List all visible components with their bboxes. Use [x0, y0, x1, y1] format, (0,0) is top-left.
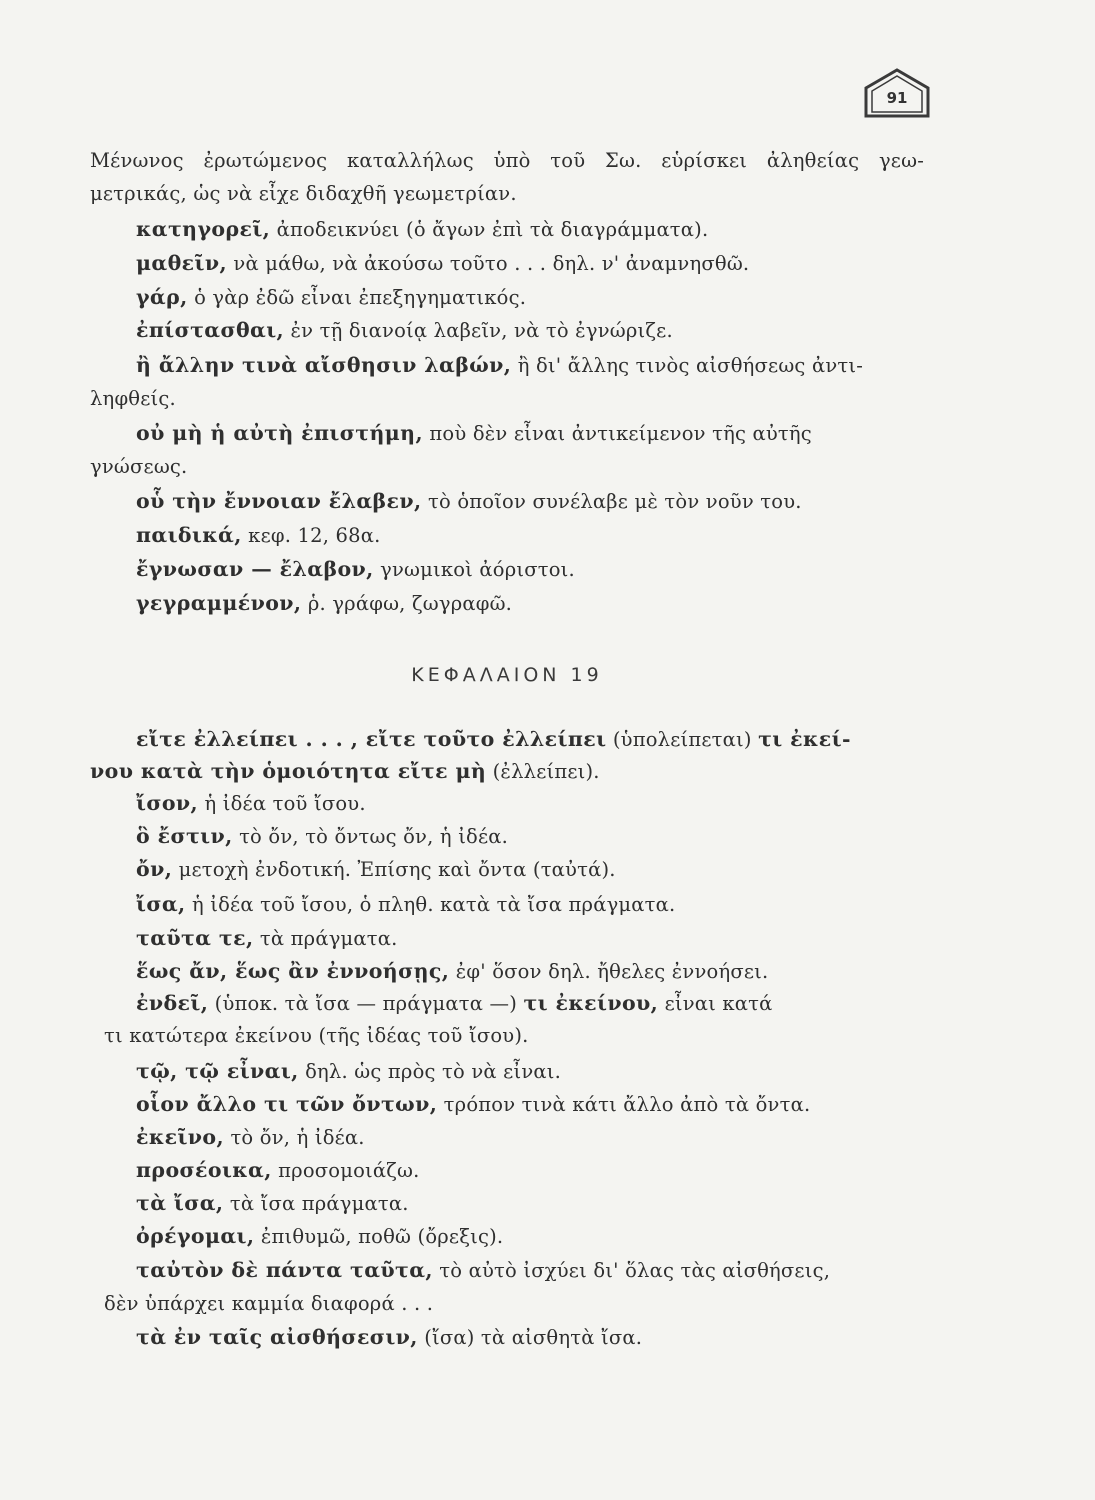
gloss-term: ἴσον,	[136, 791, 199, 815]
gloss-entry: ὄν, μετοχὴ ἐνδοτική. Ἐπίσης καὶ ὄντα (ταὐτά).	[136, 857, 616, 881]
gloss-entry: νου κατὰ τὴν ὁμοιότητα εἴτε μὴ (ἐλλείπει).	[90, 759, 600, 783]
gloss-term: προσέοικα,	[136, 1158, 272, 1182]
gloss-term: ἐπίστασθαι,	[136, 318, 285, 342]
gloss-entry: ἐκεῖνο, τὸ ὄν, ἡ ἰδέα.	[136, 1125, 365, 1149]
gloss-term: τὰ ἐν ταῖς αἰσθήσεσιν,	[136, 1325, 418, 1349]
gloss-entry: εἴτε ἐλλείπει . . . , εἴτε τοῦτο ἐλλείπει (ὑπολείπεται) τι ἐκεί-	[136, 727, 851, 751]
gloss-entry: τῷ, τῷ εἶναι, δηλ. ὡς πρὸς τὸ νὰ εἶναι.	[136, 1059, 561, 1083]
gloss-entry: ταὐτὸν δὲ πάντα ταῦτα, τὸ αὐτὸ ἰσχύει δι' ὅλας τὰς αἰσθήσεις,	[136, 1258, 831, 1282]
gloss-entry: μαθεῖν, νὰ μάθω, νὰ ἀκούσω τοῦτο . . . δηλ. ν' ἀναμνησθῶ.	[136, 251, 750, 275]
gloss-term: ἐνδεῖ,	[136, 991, 209, 1015]
gloss-entry: ἐπίστασθαι, ἐν τῇ διανοίᾳ λαβεῖν, νὰ τὸ ἐγνώριζε.	[136, 318, 673, 342]
gloss-line: μετρικάς, ὡς νὰ εἶχε διδαχθῆ γεωμετρίαν.	[90, 182, 517, 205]
page-number: 91	[886, 89, 908, 107]
gloss-entry: οἷον ἄλλο τι τῶν ὄντων, τρόπον τινὰ κάτι ἄλλο ἀπὸ τὰ ὄντα.	[136, 1092, 811, 1116]
gloss-term: οὗ τὴν ἔννοιαν ἔλαβεν,	[136, 489, 422, 513]
gloss-term: οἷον ἄλλο τι τῶν ὄντων,	[136, 1092, 438, 1116]
gloss-term: τὰ ἴσα,	[136, 1191, 224, 1215]
page-number-badge	[862, 66, 932, 118]
gloss-entry: κατηγορεῖ, ἀποδεικνύει (ὁ ἄγων ἐπὶ τὰ διαγράμματα).	[136, 217, 709, 241]
gloss-entry: τὰ ἴσα, τὰ ἴσα πράγματα.	[136, 1191, 409, 1215]
gloss-line: Μένωνος ἐρωτώμενος καταλλήλως ὑπὸ τοῦ Σω. εὑρίσκει ἀληθείας γεω-	[90, 149, 924, 172]
gloss-line: γνώσεως.	[90, 455, 188, 478]
gloss-line: τι κατώτερα ἐκείνου (τῆς ἰδέας τοῦ ἴσου).	[104, 1024, 529, 1047]
gloss-entry: ἔγνωσαν — ἔλαβον, γνωμικοὶ ἀόριστοι.	[136, 557, 575, 581]
gloss-line: δὲν ὑπάρχει καμμία διαφορά . . .	[104, 1292, 434, 1315]
gloss-term: παιδικά,	[136, 523, 242, 547]
gloss-term: τῷ, τῷ εἶναι,	[136, 1059, 299, 1083]
gloss-entry: οὐ μὴ ἡ αὐτὴ ἐπιστήμη, ποὺ δὲν εἶναι ἀντικείμενον τῆς αὐτῆς	[136, 421, 812, 445]
gloss-term: ὄν,	[136, 857, 173, 881]
gloss-term: οὐ μὴ ἡ αὐτὴ ἐπιστήμη,	[136, 421, 424, 445]
gloss-entry: ὀρέγομαι, ἐπιθυμῶ, ποθῶ (ὄρεξις).	[136, 1224, 504, 1248]
gloss-term: εἴτε ἐλλείπει . . . , εἴτε τοῦτο ἐλλείπει	[136, 727, 607, 751]
gloss-entry: ἕως ἄν, ἕως ἂν ἐννοήσῃς, ἐφ' ὅσον δηλ. ἤθελες ἐννοήσει.	[136, 959, 769, 983]
gloss-term: ἢ ἄλλην τινὰ αἴσθησιν λαβών,	[136, 353, 512, 377]
gloss-term: ταῦτα τε,	[136, 926, 254, 950]
gloss-entry: ἴσα, ἡ ἰδέα τοῦ ἴσου, ὁ πληθ. κατὰ τὰ ἴσα πράγματα.	[136, 892, 676, 916]
gloss-term: μαθεῖν,	[136, 251, 227, 275]
gloss-entry: ἐνδεῖ, (ὑποκ. τὰ ἴσα — πράγματα —) τι ἐκείνου, εἶναι κατά	[136, 991, 773, 1015]
gloss-term: ὃ ἔστιν,	[136, 824, 233, 848]
chapter-heading: ΚΕΦΑΛΑΙΟΝ 19	[411, 664, 603, 686]
gloss-term: νου κατὰ τὴν ὁμοιότητα εἴτε μὴ	[90, 759, 487, 783]
gloss-entry: παιδικά, κεφ. 12, 68α.	[136, 523, 381, 547]
gloss-term: ταὐτὸν δὲ πάντα ταῦτα,	[136, 1258, 433, 1282]
gloss-entry: γάρ, ὁ γὰρ ἐδῶ εἶναι ἐπεξηγηματικός.	[136, 285, 527, 309]
gloss-line: ληφθείς.	[90, 387, 176, 410]
gloss-term: τι ἐκεί-	[758, 727, 851, 751]
gloss-entry: γεγραμμένον, ῥ. γράφω, ζωγραφῶ.	[136, 591, 513, 615]
gloss-term: ἴσα,	[136, 892, 186, 916]
gloss-entry: ταῦτα τε, τὰ πράγματα.	[136, 926, 398, 950]
gloss-entry: ἴσον, ἡ ἰδέα τοῦ ἴσου.	[136, 791, 366, 815]
gloss-term: ὀρέγομαι,	[136, 1224, 255, 1248]
gloss-term: γεγραμμένον,	[136, 591, 302, 615]
gloss-term: ἔγνωσαν — ἔλαβον,	[136, 557, 374, 581]
gloss-term: ἐκεῖνο,	[136, 1125, 225, 1149]
gloss-entry: οὗ τὴν ἔννοιαν ἔλαβεν, τὸ ὁποῖον συνέλαβε μὲ τὸν νοῦν του.	[136, 489, 802, 513]
gloss-term: κατηγορεῖ,	[136, 217, 271, 241]
gloss-entry: ὃ ἔστιν, τὸ ὄν, τὸ ὄντως ὄν, ἡ ἰδέα.	[136, 824, 509, 848]
gloss-term: γάρ,	[136, 285, 188, 309]
gloss-term: τι ἐκείνου,	[523, 991, 659, 1015]
gloss-entry: προσέοικα, προσομοιάζω.	[136, 1158, 420, 1182]
gloss-entry: τὰ ἐν ταῖς αἰσθήσεσιν, (ἴσα) τὰ αἰσθητὰ ἴσα.	[136, 1325, 643, 1349]
gloss-entry: ἢ ἄλλην τινὰ αἴσθησιν λαβών, ἢ δι' ἄλλης τινὸς αἰσθήσεως ἀντι-	[136, 353, 863, 377]
gloss-term: ἕως ἄν, ἕως ἂν ἐννοήσῃς,	[136, 959, 450, 983]
